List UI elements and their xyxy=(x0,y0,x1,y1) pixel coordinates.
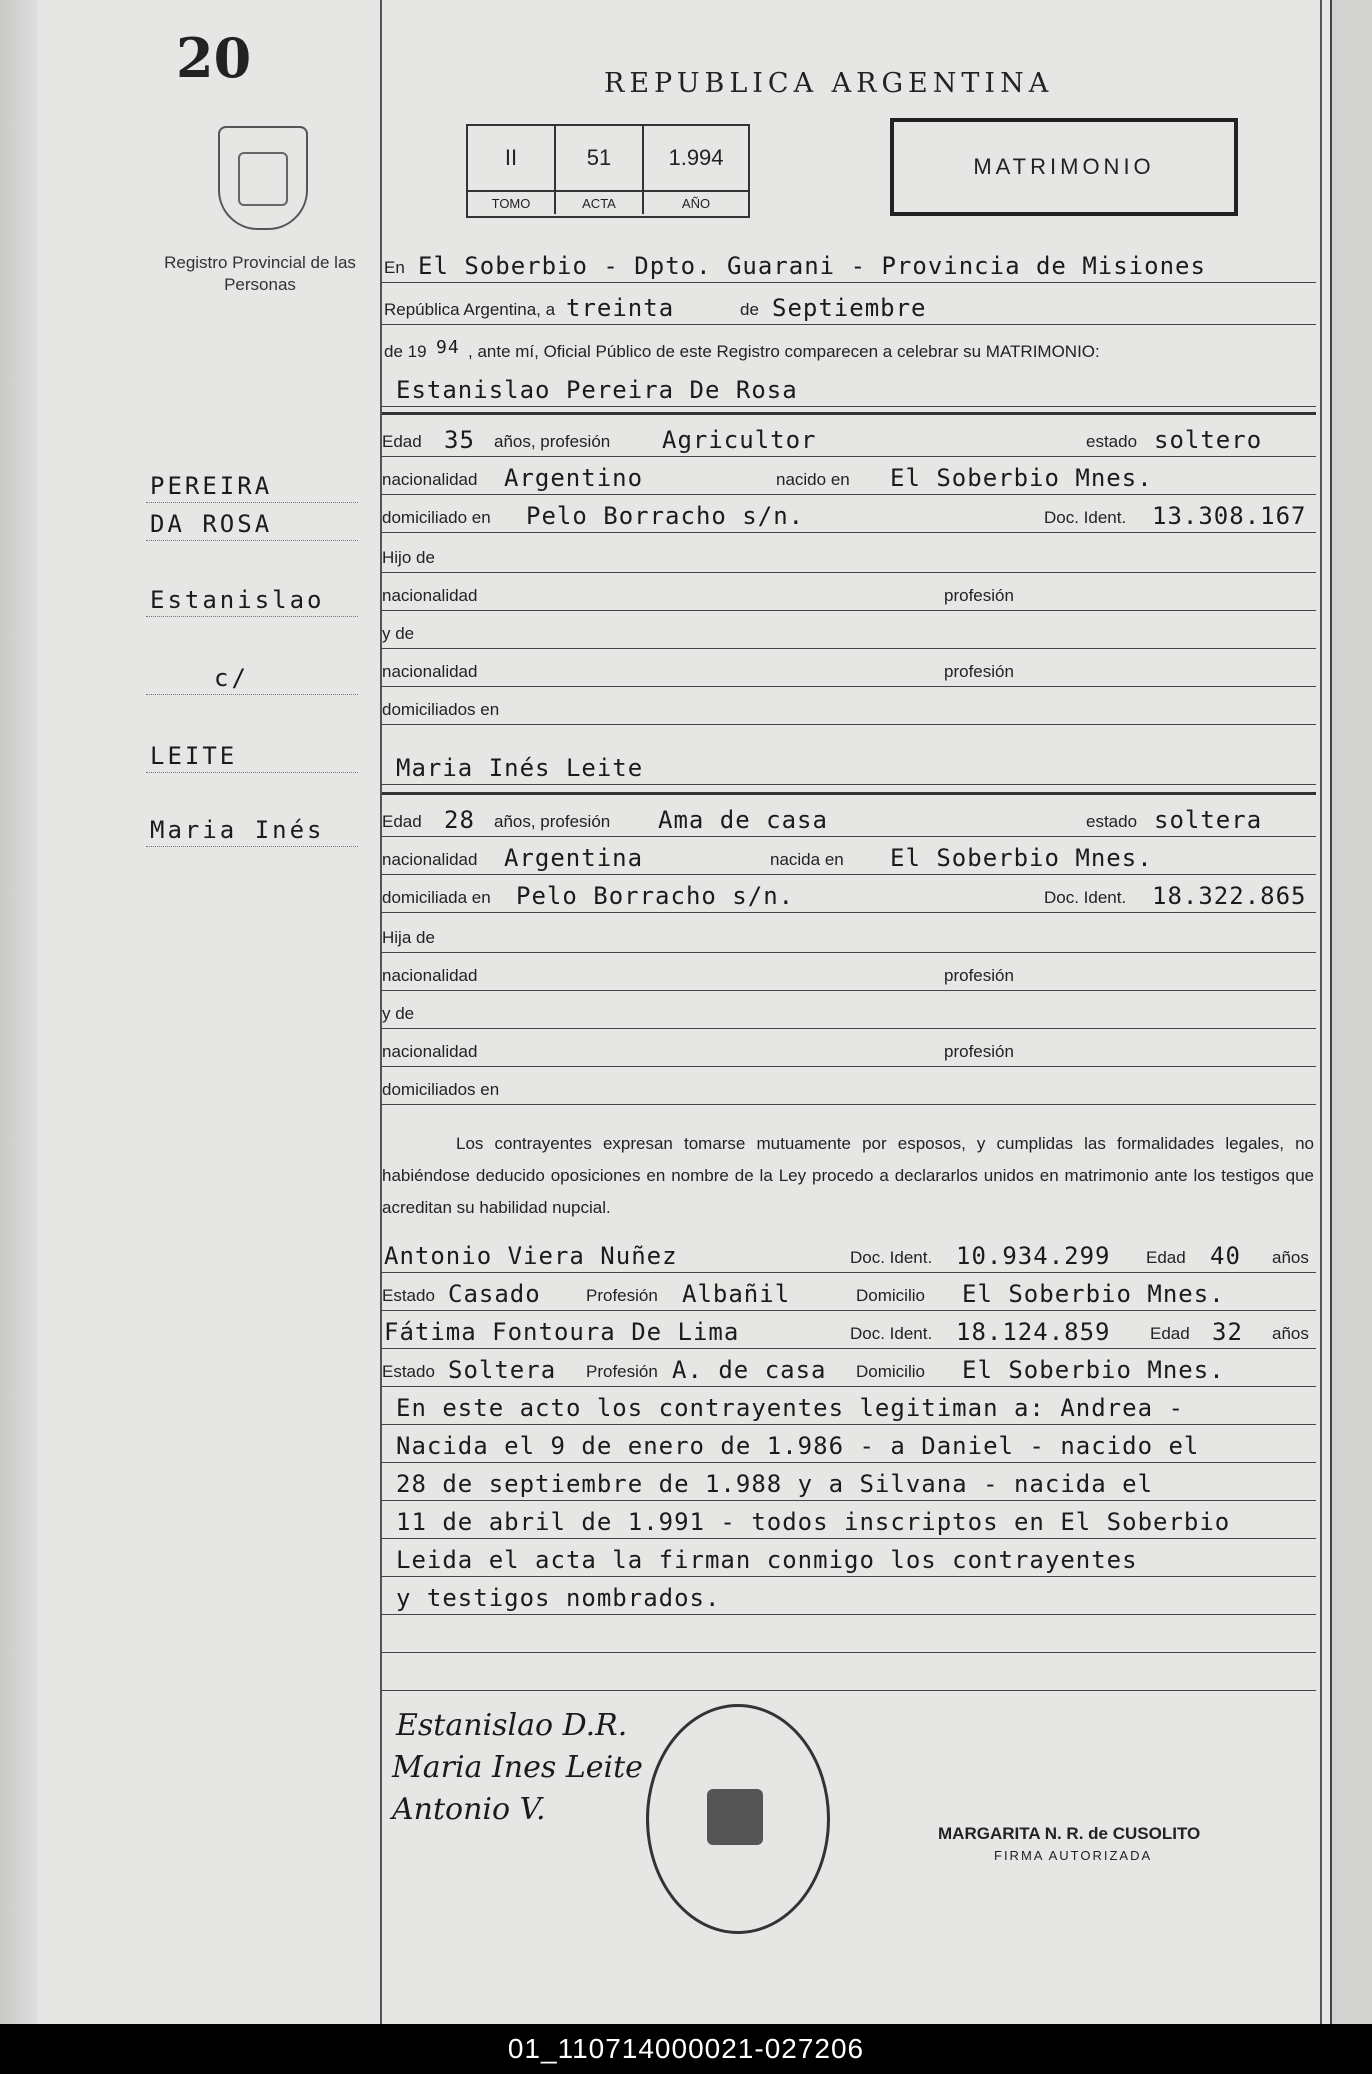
groom-name-line xyxy=(382,368,1316,407)
bride-mother-line: y de xyxy=(382,990,1316,1029)
groom-father-line: Hijo de xyxy=(382,534,1316,573)
bride-doc: 18.322.865 xyxy=(1152,882,1307,910)
signature-groom: Estanislao D.R. xyxy=(396,1708,628,1743)
page-number: 20 xyxy=(176,26,252,90)
book-spine xyxy=(0,0,38,2024)
witness1-doc: 10.934.299 xyxy=(956,1242,1111,1270)
margin-line xyxy=(146,502,358,541)
witness1-profession: Albañil xyxy=(682,1280,791,1308)
note-line: y testigos nombrados. xyxy=(382,1576,1316,1615)
tomo-value: II xyxy=(468,126,556,190)
margin-conjunction: c/ xyxy=(214,664,249,692)
year-line: de 19 94 , ante mí, Oficial Público de este Registro comparecen a celebrar su MATRIMONIO: xyxy=(384,337,1100,361)
place-value: El Soberbio - Dpto. Guarani - Provincia de Misiones xyxy=(418,252,1206,280)
groom-father-nat-line: nacionalidad profesión xyxy=(382,572,1316,611)
acta-label: ACTA xyxy=(556,190,644,214)
ano-label: AÑO xyxy=(644,190,748,214)
record-type: MATRIMONIO xyxy=(890,118,1238,216)
place-line: En El Soberbio - Dpto. Guarani - Provincia de Misiones xyxy=(382,244,1316,283)
groom-mother-nat-line: nacionalidad profesión xyxy=(382,648,1316,687)
bride-age: 28 xyxy=(444,806,475,834)
groom-nationality-line: nacionalidad Argentino nacido en El Soberbio Mnes. xyxy=(382,456,1316,495)
margin-given-name: Estanislao xyxy=(150,586,325,614)
tomo-label: TOMO xyxy=(468,190,556,214)
signature-bride: Maria Ines Leite xyxy=(392,1750,643,1785)
bride-nationality: Argentina xyxy=(504,844,644,872)
registry-name: Registro Provincial de las Personas xyxy=(164,253,356,294)
note-line: 28 de septiembre de 1.988 y a Silvana - nacida el xyxy=(382,1462,1316,1501)
officer-title: FIRMA AUTORIZADA xyxy=(994,1848,1153,1863)
groom-mother-line: y de xyxy=(382,610,1316,649)
day-value: treinta xyxy=(566,294,675,322)
witness1-age: 40 xyxy=(1210,1242,1241,1270)
margin-line xyxy=(146,464,358,503)
witness2-address: El Soberbio Mnes. xyxy=(962,1356,1225,1384)
witness2-doc: 18.124.859 xyxy=(956,1318,1111,1346)
margin-surname2: DA ROSA xyxy=(150,510,273,538)
record-box xyxy=(466,124,750,218)
witness2-status: Soltera xyxy=(448,1356,557,1384)
declaration-text: Los contrayentes expresan tomarse mutuamente por esposos, y cumplidas las formalidades legales, no habiéndose deducido oposiciones en nombre de la Ley procedo a declararlos unidos en matrimonio ante los testigos que acreditan su habilidad nupcial. xyxy=(382,1134,1314,1217)
ano-value: 1.994 xyxy=(668,145,724,170)
groom-nationality: Argentino xyxy=(504,464,644,492)
witness1-address: El Soberbio Mnes. xyxy=(962,1280,1225,1308)
bride-address-line: domiciliada en Pelo Borracho s/n. Doc. Ident. 18.322.865 xyxy=(382,874,1316,913)
witness2-details-line: Estado Soltera Profesión A. de casa Domicilio El Soberbio Mnes. xyxy=(382,1348,1316,1387)
witness2-line: Fátima Fontoura De Lima Doc. Ident. 18.124.859 Edad 32 años xyxy=(382,1310,1316,1349)
signature-witness: Antonio V. xyxy=(392,1792,546,1827)
witness1-details-line: Estado Casado Profesión Albañil Domicilio El Soberbio Mnes. xyxy=(382,1272,1316,1311)
margin-line xyxy=(146,734,358,773)
groom-name: Estanislao Pereira De Rosa xyxy=(396,376,798,404)
right-border xyxy=(1320,0,1322,2024)
margin-line xyxy=(146,578,358,617)
margin-surname: PEREIRA xyxy=(150,472,273,500)
officer-name: MARGARITA N. R. de CUSOLITO xyxy=(938,1824,1201,1843)
official-stamp-icon xyxy=(646,1704,830,1934)
date-line: República Argentina, a treinta de Septiembre xyxy=(382,286,1316,325)
groom-age-line: Edad 35 años, profesión Agricultor estado soltero xyxy=(382,418,1316,457)
separator xyxy=(382,412,1316,415)
blank-line xyxy=(382,1652,1316,1691)
bride-father-line: Hija de xyxy=(382,914,1316,953)
bride-status: soltera xyxy=(1154,806,1263,834)
bride-name: Maria Inés Leite xyxy=(396,754,644,782)
groom-address: Pelo Borracho s/n. xyxy=(526,502,805,530)
margin-bride-name: Maria Inés xyxy=(150,816,325,844)
margin-line xyxy=(146,656,358,695)
bride-birthplace: El Soberbio Mnes. xyxy=(890,844,1153,872)
note-line: En este acto los contrayentes legitiman a: Andrea - xyxy=(382,1386,1316,1425)
note-line: Leida el acta la firman conmigo los contrayentes xyxy=(382,1538,1316,1577)
bride-father-nat-line: nacionalidad profesión xyxy=(382,952,1316,991)
groom-address-line: domiciliado en Pelo Borracho s/n. Doc. Ident. 13.308.167 xyxy=(382,494,1316,533)
document-title: REPUBLICA ARGENTINA xyxy=(604,68,1054,99)
bride-age-line: Edad 28 años, profesión Ama de casa estado soltera xyxy=(382,798,1316,837)
witness2-age: 32 xyxy=(1212,1318,1243,1346)
groom-profession: Agricultor xyxy=(662,426,817,454)
groom-parents-address-line: domiciliados en xyxy=(382,686,1316,725)
witness2-profession: A. de casa xyxy=(672,1356,827,1384)
month-value: Septiembre xyxy=(772,294,927,322)
witness1-status: Casado xyxy=(448,1280,541,1308)
margin-line xyxy=(146,808,358,847)
image-id: 01_110714000021-027206 xyxy=(507,2033,865,2064)
year-value: 94 xyxy=(436,337,460,358)
bride-address: Pelo Borracho s/n. xyxy=(516,882,795,910)
groom-birthplace: El Soberbio Mnes. xyxy=(890,464,1153,492)
witness1-name: Antonio Viera Nuñez xyxy=(384,1242,678,1270)
witness2-name: Fátima Fontoura De Lima xyxy=(384,1318,740,1346)
bride-profession: Ama de casa xyxy=(658,806,828,834)
registry-seal-icon xyxy=(218,126,308,230)
groom-status: soltero xyxy=(1154,426,1263,454)
bride-parents-address-line: domiciliados en xyxy=(382,1066,1316,1105)
groom-age: 35 xyxy=(444,426,475,454)
bride-name-line xyxy=(382,746,1316,785)
note-line: Nacida el 9 de enero de 1.986 - a Daniel - nacido el xyxy=(382,1424,1316,1463)
bride-mother-nat-line: nacionalidad profesión xyxy=(382,1028,1316,1067)
separator xyxy=(382,792,1316,795)
acta-value: 51 xyxy=(556,126,644,190)
note-line: 11 de abril de 1.991 - todos inscriptos en El Soberbio xyxy=(382,1500,1316,1539)
blank-line xyxy=(382,1614,1316,1653)
page-edge xyxy=(1330,0,1372,2024)
margin-bride-surname: LEITE xyxy=(150,742,238,770)
bride-nationality-line: nacionalidad Argentina nacida en El Soberbio Mnes. xyxy=(382,836,1316,875)
witness1-line: Antonio Viera Nuñez Doc. Ident. 10.934.299 Edad 40 años xyxy=(382,1234,1316,1273)
groom-doc: 13.308.167 xyxy=(1152,502,1307,530)
